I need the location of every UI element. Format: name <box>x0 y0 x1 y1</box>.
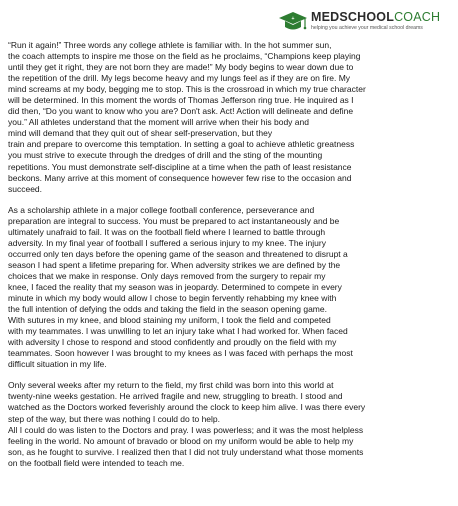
brand-header <box>278 4 448 38</box>
essay-line: preparation are integral to success. You must be prepared to act instantaneously and be <box>8 215 340 226</box>
essay-line: on the football field were intended to teach me. <box>8 457 185 468</box>
essay-line: succeed. <box>8 183 43 194</box>
brand-name <box>311 11 440 24</box>
essay-line: mind screams at my body, begging me to stop. This is the crossroad in which my true character <box>8 84 366 95</box>
essay-line: adversity. In my final year of football I suffered a serious injury to my knee. The injury <box>8 237 326 248</box>
essay-line: As a scholarship athlete in a major college football conference, perseverance and <box>8 204 315 215</box>
essay-line: choices that we make in response. Only days removed from the surgery to repair my <box>8 270 326 281</box>
essay-paragraph <box>8 205 452 371</box>
essay-line: you.” All athletes understand that the moment will arrive when their his body and <box>8 117 309 128</box>
essay-line: season I had spent a lifetime preparing for. When adversity strikes we are defined by the <box>8 259 341 270</box>
essay-line: teammates. Soon however I was brought to my knees as I was faced with perhaps the most <box>8 348 353 359</box>
essay-line: twenty-nine weeks gestation. He arrived fragile and new, struggling to breath. I stood and <box>8 391 343 402</box>
essay-line: With sutures in my knee, and blood staining my uniform, I took the field and competed <box>8 315 331 326</box>
brand-name-part1: MEDSCHOOL <box>311 10 395 25</box>
essay-line: All I could do was listen to the Doctors and pray. I was powerless; and it was the most helpless <box>8 424 364 435</box>
essay-line: the repetition of the drill. My legs become heavy and my lungs feel as if they are on fire. My <box>8 73 351 84</box>
essay-paragraph <box>8 380 452 468</box>
essay-line: will be determined. In this moment the words of Thomas Jefferson ring true. He inquired as I <box>8 95 354 106</box>
essay-line: did then, “Do you want to know who you are? Don't ask. Act! Action will delineate and define <box>8 106 354 117</box>
essay-line: feeling in the world. No amount of bravado or blood on my uniform would be able to help my <box>8 435 354 446</box>
essay-line: Only several weeks after my return to the field, my first child was born into this world at <box>8 380 334 391</box>
essay-line: with adversity I chose to respond and stood confidently and proudly on the field with my <box>8 337 337 348</box>
essay-line: repetitions. You must demonstrate self-discipline at a time when the path of least resistance <box>8 161 352 172</box>
essay-line: step of the way, but there was nothing I could do to help. <box>8 413 221 424</box>
essay-line: the coach attempts to inspire me those on the field as he proclaims, “Champions keep playing <box>8 51 361 62</box>
essay-line: ultimately unafraid to fail. It was on the football field where I learned to battle through <box>8 226 326 237</box>
essay-paragraph <box>8 40 452 195</box>
graduation-cap-icon <box>278 6 308 36</box>
essay-line: the full intention of defying the odds and taking the field in the season opening game. <box>8 304 327 315</box>
essay-body <box>8 40 452 479</box>
essay-line: with my teammates. I was unwilling to let an injury take what I had worked for. When faced <box>8 326 348 337</box>
essay-line: “Run it again!” Three words any college athlete is familiar with. In the hot summer sun, <box>8 40 332 50</box>
essay-line: beckons. Many arrive at this moment of consequence however few rise to the occasion and <box>8 172 352 183</box>
essay-line: minute in which my body would allow I chose to begin fervently rehabbing my knee with <box>8 293 337 304</box>
svg-text:+: + <box>291 16 295 22</box>
essay-line: watched as the Doctors worked feverishly around the clock to keep him alive. I was there every <box>8 402 366 413</box>
brand-tagline: helping you achieve your medical school dreams <box>311 24 423 31</box>
essay-line: until they get it right, they are not born they are made!” My body begins to wear down due to <box>8 62 354 73</box>
brand-logo-text <box>311 11 440 31</box>
essay-line: you must strive to execute through the dredges of drill and the sting of the mounting <box>8 150 323 161</box>
brand-name-part2: COACH <box>394 10 441 25</box>
essay-line: difficult situation in my life. <box>8 359 107 370</box>
essay-line: train and prepare to overcome this temptation. In setting a goal to achieve athletic greatness <box>8 139 355 150</box>
essay-line: son, as he fought to survive. I realized then that I did not truly understand what those moments <box>8 446 364 457</box>
essay-line: occurred only ten days before the opening game of the season and threatened to disrupt a <box>8 248 348 259</box>
essay-line: mind will demand that they quit out of shear self-preservation, but they <box>8 128 273 139</box>
essay-line: knee, I faced the reality that my season was in jeopardy. Determined to compete in every <box>8 281 342 292</box>
